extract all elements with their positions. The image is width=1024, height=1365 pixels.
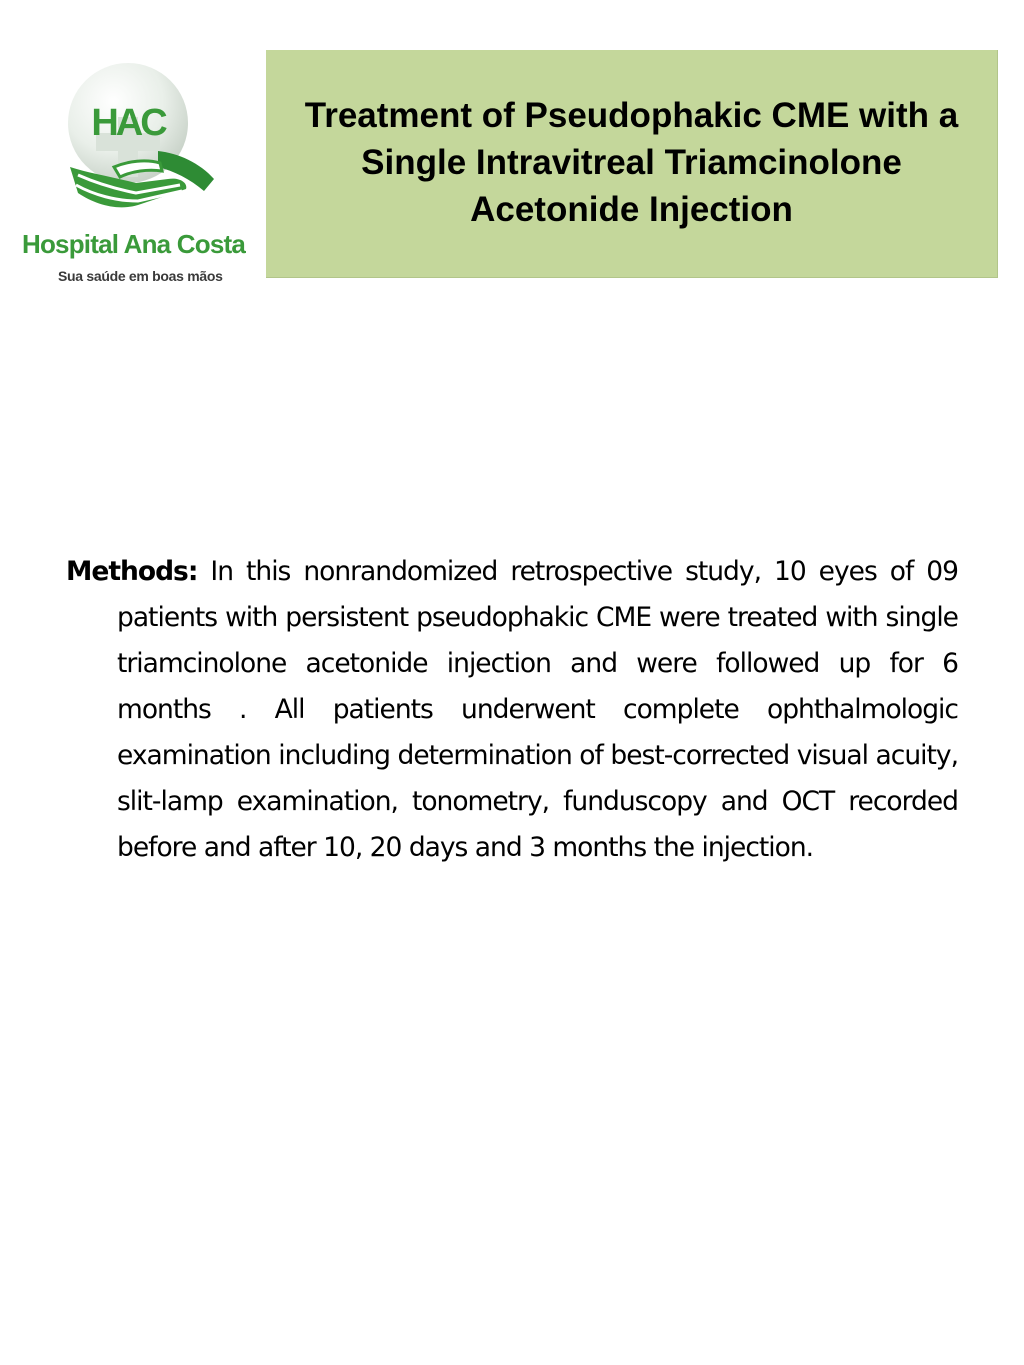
title-banner	[266, 50, 998, 278]
logo-emblem-icon	[18, 55, 266, 230]
slide-title: Treatment of Pseudophakic CME with a Single Intravitreal Triamcinolone Acetonide Injection	[304, 96, 959, 229]
logo-monogram: HAC	[91, 102, 165, 144]
logo-hospital-name: Hospital Ana Costa	[22, 229, 246, 259]
methods-text: In this nonrandomized retrospective study, 10 eyes of 09 patients with persistent pseudophakic CME were treated with single triamcinolone acetonide injection and were followed up for 6 months . All patients underwent complete ophthalmologic examination including determination of best-corrected visual acuity, slit-lamp examination, tonometry, funduscopy and OCT recorded before and after 10, 20 days and 3 months the injection.	[117, 556, 958, 863]
methods-label: Methods:	[66, 556, 198, 587]
methods-paragraph	[66, 549, 958, 871]
logo-tagline: Sua saúde em boas mãos	[58, 268, 223, 284]
hospital-logo	[18, 55, 266, 290]
